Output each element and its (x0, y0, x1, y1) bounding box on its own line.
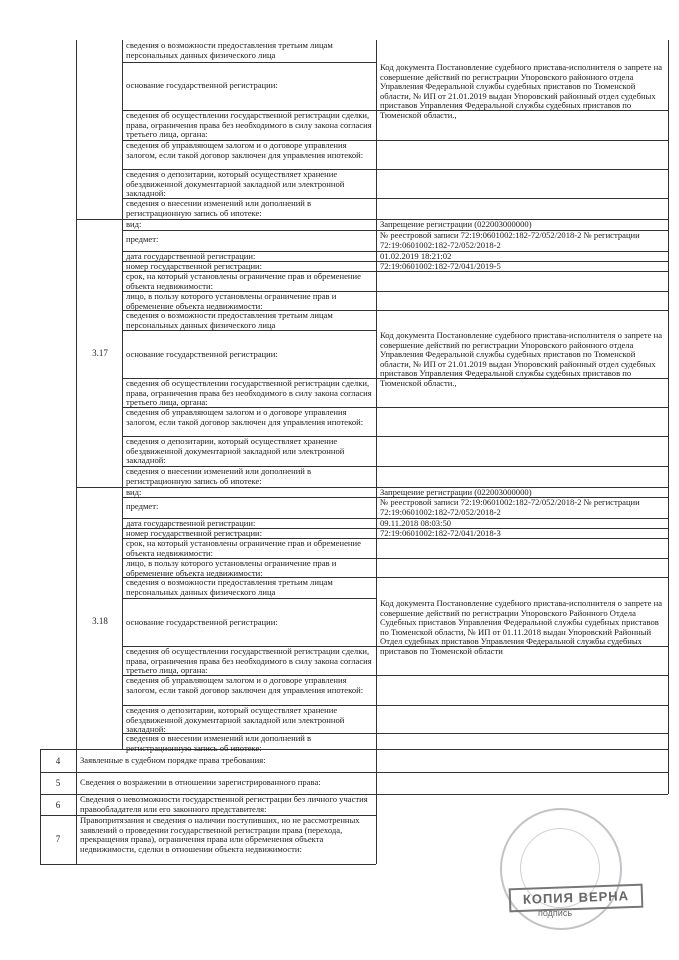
s318-third-party-consent: сведения об осуществлении государственной регистрации сделки, права, ограничения права без необходимого в силу закона согласия третьего лица, органа: (126, 646, 372, 676)
s318-amendments: сведения о внесении изменений или дополнений в регистрационную запись об ипотеке: (126, 733, 312, 753)
s317-term-label: срок, на который установлены ограничение прав и обременение объекта недвижимости: (126, 271, 361, 291)
table-border-mid (376, 40, 377, 749)
top-pledge-manager: сведения об управляющем залогом и о договоре управления залогом, если такой договор заключен для управления ипотекой: (126, 140, 364, 160)
s318-third-party-info: сведения о возможности предоставления третьим лицам персональных данных физического лица (126, 577, 333, 597)
row-4-label: Заявленные в судебном порядке права требования: (80, 755, 266, 765)
s317-person-label: лицо, в пользу которого установлены ограничение прав и обременение объекта недвижимости: (126, 291, 337, 311)
top-third-party-info: сведения о возможности предоставления третьим лицам персональных данных физического лица (126, 40, 333, 60)
s318-kind-label: вид: (126, 487, 142, 497)
row-5-label: Сведения о возражении в отношении зарегистрированного права: (80, 777, 321, 787)
top-basis-label: основание государственной регистрации: (126, 80, 278, 90)
top-third-party-consent: сведения об осуществлении государственной регистрации сделки, права, ограничения права без необходимого в силу закона согласия третьего лица, органа: (126, 110, 372, 140)
signature-label: подпись (538, 908, 573, 918)
s318-person-label: лицо, в пользу которого установлены ограничение прав и обременение объекта недвижимости: (126, 558, 337, 578)
s317-amendments: сведения о внесении изменений или дополнений в регистрационную запись об ипотеке: (126, 466, 312, 486)
table-border-inner-left (122, 40, 123, 749)
s318-subject-label: предмет: (126, 501, 159, 511)
s317-third-party-info: сведения о возможности предоставления третьим лицам персональных данных физического лица (126, 310, 333, 330)
table-border-bottom-right (668, 749, 669, 794)
s317-subject-value: № реестровой записи 72:19:0601002:182-72/052/2018-2 № регистрации 72:19:0601002:182-72/052/2018-2 (380, 230, 640, 250)
copy-certified-stamp: КОПИЯ ВЕРНА (509, 884, 644, 913)
s318-term-label: срок, на который установлены ограничение прав и обременение объекта недвижимости: (126, 538, 361, 558)
s317-kind-value: Запрещение регистрации (022003000000) (380, 219, 532, 229)
s317-depositary: сведения о депозитарии, который осуществляет хранение обездвиженной документарной закладной или электронной закладной: (126, 436, 345, 466)
top-depositary: сведения о депозитарии, который осуществляет хранение обездвиженной документарной закладной или электронной закладной: (126, 169, 345, 199)
s317-basis-value: Код документа Постановление судебного пристава-исполнителя о запрете на совершение действий по регистрации Упоровского районного отдела Управления Федеральной службы судебных приставов по Тюменской области, № ИП от 21.01.2019 выдан Упоровский районный отдел судебных приставов Управления Федеральной службы судебных приставов по Тюменской области., (380, 330, 663, 388)
s318-date-value: 09.11.2018 08:03:50 (380, 518, 452, 528)
s318-basis-label: основание государственной регистрации: (126, 617, 278, 627)
s318-kind-value: Запрещение регистрации (022003000000) (380, 487, 532, 497)
s318-subject-value: № реестровой записи 72:19:0601002:182-72/052/2018-2 № регистрации 72:19:0601002:182-72/052/2018-2 (380, 497, 640, 517)
row-7-label: Правопритязания и сведения о наличии поступивших, но не рассмотренных заявлений о проведении государственной регистрации права (перехода, прекращения права), ограничения права или обременения объекта недвижимости, сделки в отношении объекта недвижимости: (80, 815, 360, 854)
s317-third-party-consent: сведения об осуществлении государственной регистрации сделки, права, ограничения права без необходимого в силу закона согласия третьего лица, органа: (126, 378, 372, 408)
s317-pledge-manager: сведения об управляющем залогом и о договоре управления залогом, если такой договор заключен для управления ипотекой: (126, 407, 364, 427)
table-border-left (76, 40, 77, 749)
table-border-bottom-mid (376, 749, 377, 864)
s318-regnum-value: 72:19:0601002:182-72/041/2018-3 (380, 528, 501, 538)
s318-date-label: дата государственной регистрации: (126, 518, 256, 528)
row-7-number: 7 (55, 834, 61, 844)
row-6-label: Сведения о невозможности государственной регистрации без личного участия правообладателя или его законного представителя: (80, 794, 368, 814)
s317-subject-label: предмет: (126, 234, 159, 244)
top-amendments: сведения о внесении изменений или дополнений в регистрационную запись об ипотеке: (126, 198, 312, 218)
row-4-number: 4 (55, 756, 61, 766)
s317-date-label: дата государственной регистрации: (126, 251, 256, 261)
s317-date-value: 01.02.2019 18:21:02 (380, 251, 452, 261)
s318-pledge-manager: сведения об управляющем залогом и о договоре управления залогом, если такой договор заключен для управления ипотекой: (126, 675, 364, 695)
s317-kind-label: вид: (126, 219, 142, 229)
s318-basis-value: Код документа Постановление судебного пристава-исполнителя о запрете на совершение действий по регистрации Упоровского Районного Отдела Судебных приставов Управления Федеральной службы судебных приставов по Тюменской области, № ИП от 01.11.2018 выдан Упоровский Районный Отдел судебных приставов Управления Федеральной службы судебных приставов по Тюменской области (380, 598, 663, 656)
s317-regnum-value: 72:19:0601002:182-72/041/2019-5 (380, 261, 501, 271)
s318-regnum-label: номер государственной регистрации: (126, 528, 263, 538)
row-5-number: 5 (55, 778, 61, 788)
s317-regnum-label: номер государственной регистрации: (126, 261, 263, 271)
section-3-18-number: 3.18 (92, 616, 108, 626)
row-6-number: 6 (55, 800, 61, 810)
table-border-right (668, 40, 669, 749)
s318-depositary: сведения о депозитарии, который осуществляет хранение обездвиженной документарной закладной или электронной закладной: (126, 705, 345, 735)
top-basis-value: Код документа Постановление судебного пристава-исполнителя о запрете на совершение действий по регистрации Упоровского районного отдела Управления Федеральной службы судебных приставов по Тюменской области, № ИП от 21.01.2019 выдан Упоровский районный отдел судебных приставов Управления Федеральной службы судебных приставов по Тюменской области., (380, 62, 663, 120)
section-3-17-number: 3.17 (92, 348, 108, 358)
s317-basis-label: основание государственной регистрации: (126, 349, 278, 359)
